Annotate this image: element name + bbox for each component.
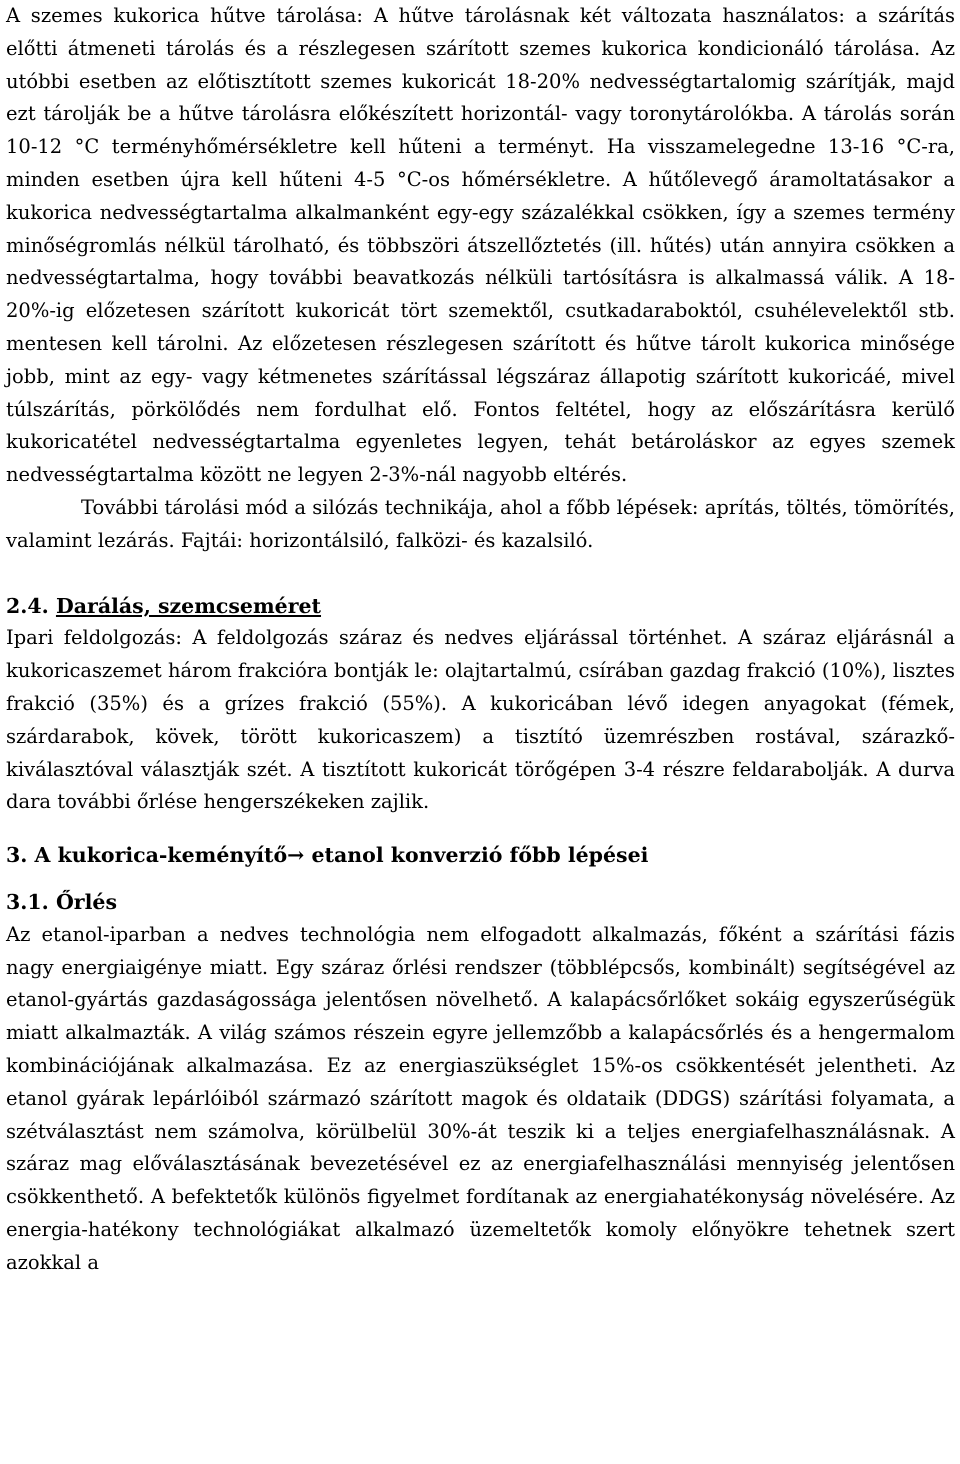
paragraph-industrial-processing: Ipari feldolgozás: A feldolgozás száraz és nedves eljárással történhet. A száraz eljárásnál a kukoricaszemet három frakcióra bontják le: olajtartalmú, csírában gazdag frakció (10%), lisztes frakció (35%) és a grízes frakció (55%). A kukoricában lévő idegen anyagokat (fémek, szárdarabok, kövek, törött kukoricaszem) a tisztító üzemrészben rostával, szárazkő-kiválasztóval választják szét. A tisztított kukoricát törőgépen 3-4 részre feldarabolják. A durva dara további őrlése hengerszékeken zajlik.: [6, 626, 955, 814]
paragraph-milling: Az etanol-iparban a nedves technológia nem elfogadott alkalmazás, főként a szárítási fázis nagy energiaigénye miatt. Egy száraz őrlési rendszer (többlépcsős, kombinált) segítségével az etanol-gyártás gazdaságossága jelentősen növelhető. A kalapácsőrlőket sokáig egyszerűségük miatt alkalmazták. A világ számos részein egyre jellemzőbb a kalapácsőrlés és a hengermalom kombinációjának alkalmazása. Ez az energiaszükséglet 15%-os csökkentését jelentheti. Az etanol gyárak lepárlóiból származó szárított magok és oldataik (DDGS) szárítási folyamata, a szétválasztást nem számolva, körülbelül 30%-át teszik ki a teljes energiafelhasználásnak. A száraz mag előválasztásának bevezetésével ez az energiafelhasználási mennyiség jelentősen csökkenthető. A befektetők különös figyelmet fordítanak az energiahatékonyság növelésére. Az energia-hatékony technológiákat alkalmazó üzemeltetők komoly előnyökre tehetnek szert azokkal a: [6, 922, 955, 1274]
spacer: [6, 558, 955, 590]
section-number: 2.4.: [6, 593, 49, 618]
spacer: [6, 872, 955, 886]
section-heading-2-4: [6, 590, 955, 623]
section-number: 3.1.: [6, 889, 49, 914]
paragraph-silage: További tárolási mód a silózás technikája, ahol a főbb lépések: aprítás, töltés, tömörítés, valamint lezárás. Fajtái: horizontálsiló, falközi- és kazalsiló.: [6, 495, 955, 552]
section-title: Darálás, szemcseméret: [55, 593, 322, 618]
section-heading-3-1: [6, 886, 955, 919]
paragraph-cold-storage: A szemes kukorica hűtve tárolása: A hűtve tárolásnak két változata használatos: a szárítás előtti átmeneti tárolás és a részlegesen szárított szemes kukorica kondicionáló tárolása. Az utóbbi esetben az előtisztított szemes kukoricát 18-20% nedvességtartalomig szárítják, majd ezt tárolják be a hűtve tárolásra előkészített horizontál- vagy toronytárolókba. A tárolás során 10-12 °C terményhőmérsékletre kell hűteni a terményt. Ha visszamelegedne 13-16 °C-ra, minden esetben újra kell hűteni 4-5 °C-os hőmérsékletre. A hűtőlevegő áramoltatásakor a kukorica nedvességtartalma alkalmanként egy-egy százalékkal csökken, így a szemes termény minőségromlás nélkül tárolható, és többszöri átszellőztetés (ill. hűtés) után annyira csökken a nedvességtartalma, hogy további beavatkozás nélküli tartósításra is alkalmassá válik. A 18-20%-ig előzetesen szárított kukoricát tört szemektől, csutkadaraboktól, csuhélevelektől stb. mentesen kell tárolni. Az előzetesen részlegesen szárított és hűtve tárolt kukorica minősége jobb, mint az egy- vagy kétmenetes szárítással légszáraz állapotig szárított kukoricáé, mivel túlszárítás, pörkölődés nem fordulhat elő. Fontos feltétel, hogy az előszárításra kerülő kukoricatétel nedvességtartalma egyenletes legyen, tehát betároláskor az egyes szemek nedvességtartalma között ne legyen 2-3%-nál nagyobb eltérés.: [6, 4, 955, 487]
section-heading-3: 3. A kukorica-keményítő→ etanol konverzió főbb lépései: [6, 843, 649, 868]
spacer: [6, 819, 955, 839]
section-title: Őrlés: [55, 889, 117, 914]
